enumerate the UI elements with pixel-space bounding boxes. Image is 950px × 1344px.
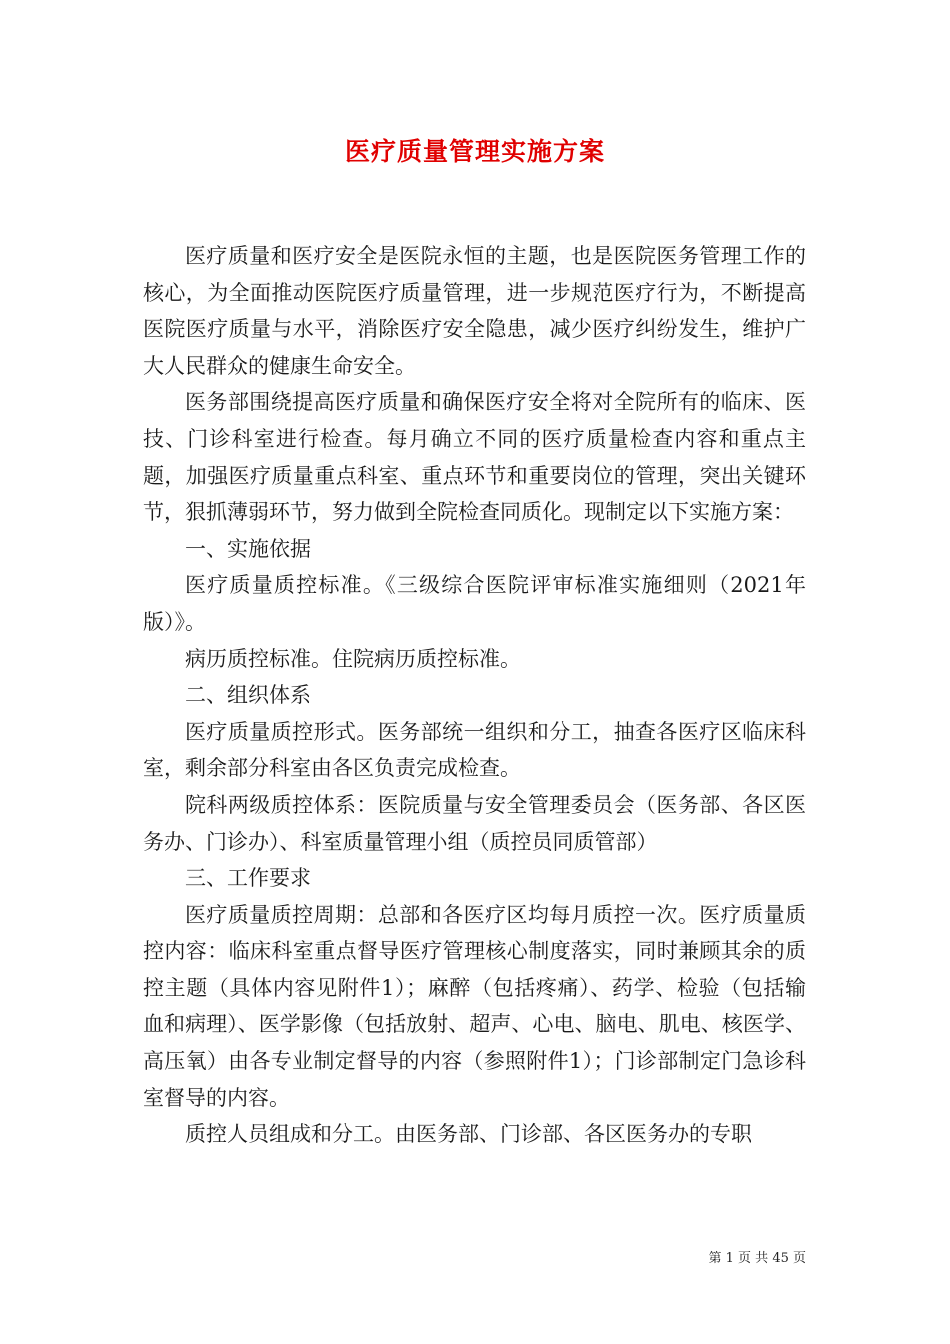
- section-heading-requirements: 三、工作要求: [185, 866, 311, 891]
- paragraph-control-form: 医疗质量质控形式。医务部统一组织和分工，抽查各医疗区临床科室，剩余部分科室由各区负责完成检查。: [143, 719, 806, 781]
- paragraph-record-standard: 病历质控标准。住院病历质控标准。: [185, 646, 521, 671]
- section-heading-organization: 二、组织体系: [185, 683, 311, 708]
- paragraph-quality-standard: 医疗质量质控标准。《三级综合医院评审标准实施细则（2021年版）》。: [143, 573, 806, 634]
- document-title: 医疗质量管理实施方案: [344, 137, 605, 166]
- page-number: 第 1 页 共 45 页: [708, 1251, 806, 1266]
- paragraph-control-cycle: 医疗质量质控周期：总部和各医疗区均每月质控一次。医疗质量质控内容：临床科室重点督导医疗管理核心制度落实，同时兼顾其余的质控主题（具体内容见附件1）；麻醉（包括疼痛）、药学、检验（包括输血和病理）、医学影像（包括放射、超声、心电、脑电、肌电、核医学、高压氧）由各专业制定督导的内容（参照附件1）；门诊部制定门急诊科室督导的内容。: [143, 902, 806, 1110]
- paragraph-two-level-system: 院科两级质控体系：医院质量与安全管理委员会（医务部、各区医务办、门诊办）、科室质量管理小组（质控员同质管部）: [143, 792, 806, 854]
- paragraph-inspection: 医务部围绕提高医疗质量和确保医疗安全将对全院所有的临床、医技、门诊科室进行检查。每月确立不同的医疗质量检查内容和重点主题，加强医疗质量重点科室、重点环节和重要岗位的管理，突出关键环节，狠抓薄弱环节，努力做到全院检查同质化。现制定以下实施方案：: [143, 390, 806, 525]
- paragraph-staff: 质控人员组成和分工。由医务部、门诊部、各区医务办的专职: [185, 1122, 752, 1147]
- section-heading-basis: 一、实施依据: [185, 536, 311, 561]
- document-body: [143, 238, 806, 1153]
- paragraph-intro: 医疗质量和医疗安全是医院永恒的主题，也是医院医务管理工作的核心，为全面推动医院医疗质量管理，进一步规范医疗行为，不断提高医院医疗质量与水平，消除医疗安全隐患，减少医疗纠纷发生，维护广大人民群众的健康生命安全。: [143, 244, 806, 378]
